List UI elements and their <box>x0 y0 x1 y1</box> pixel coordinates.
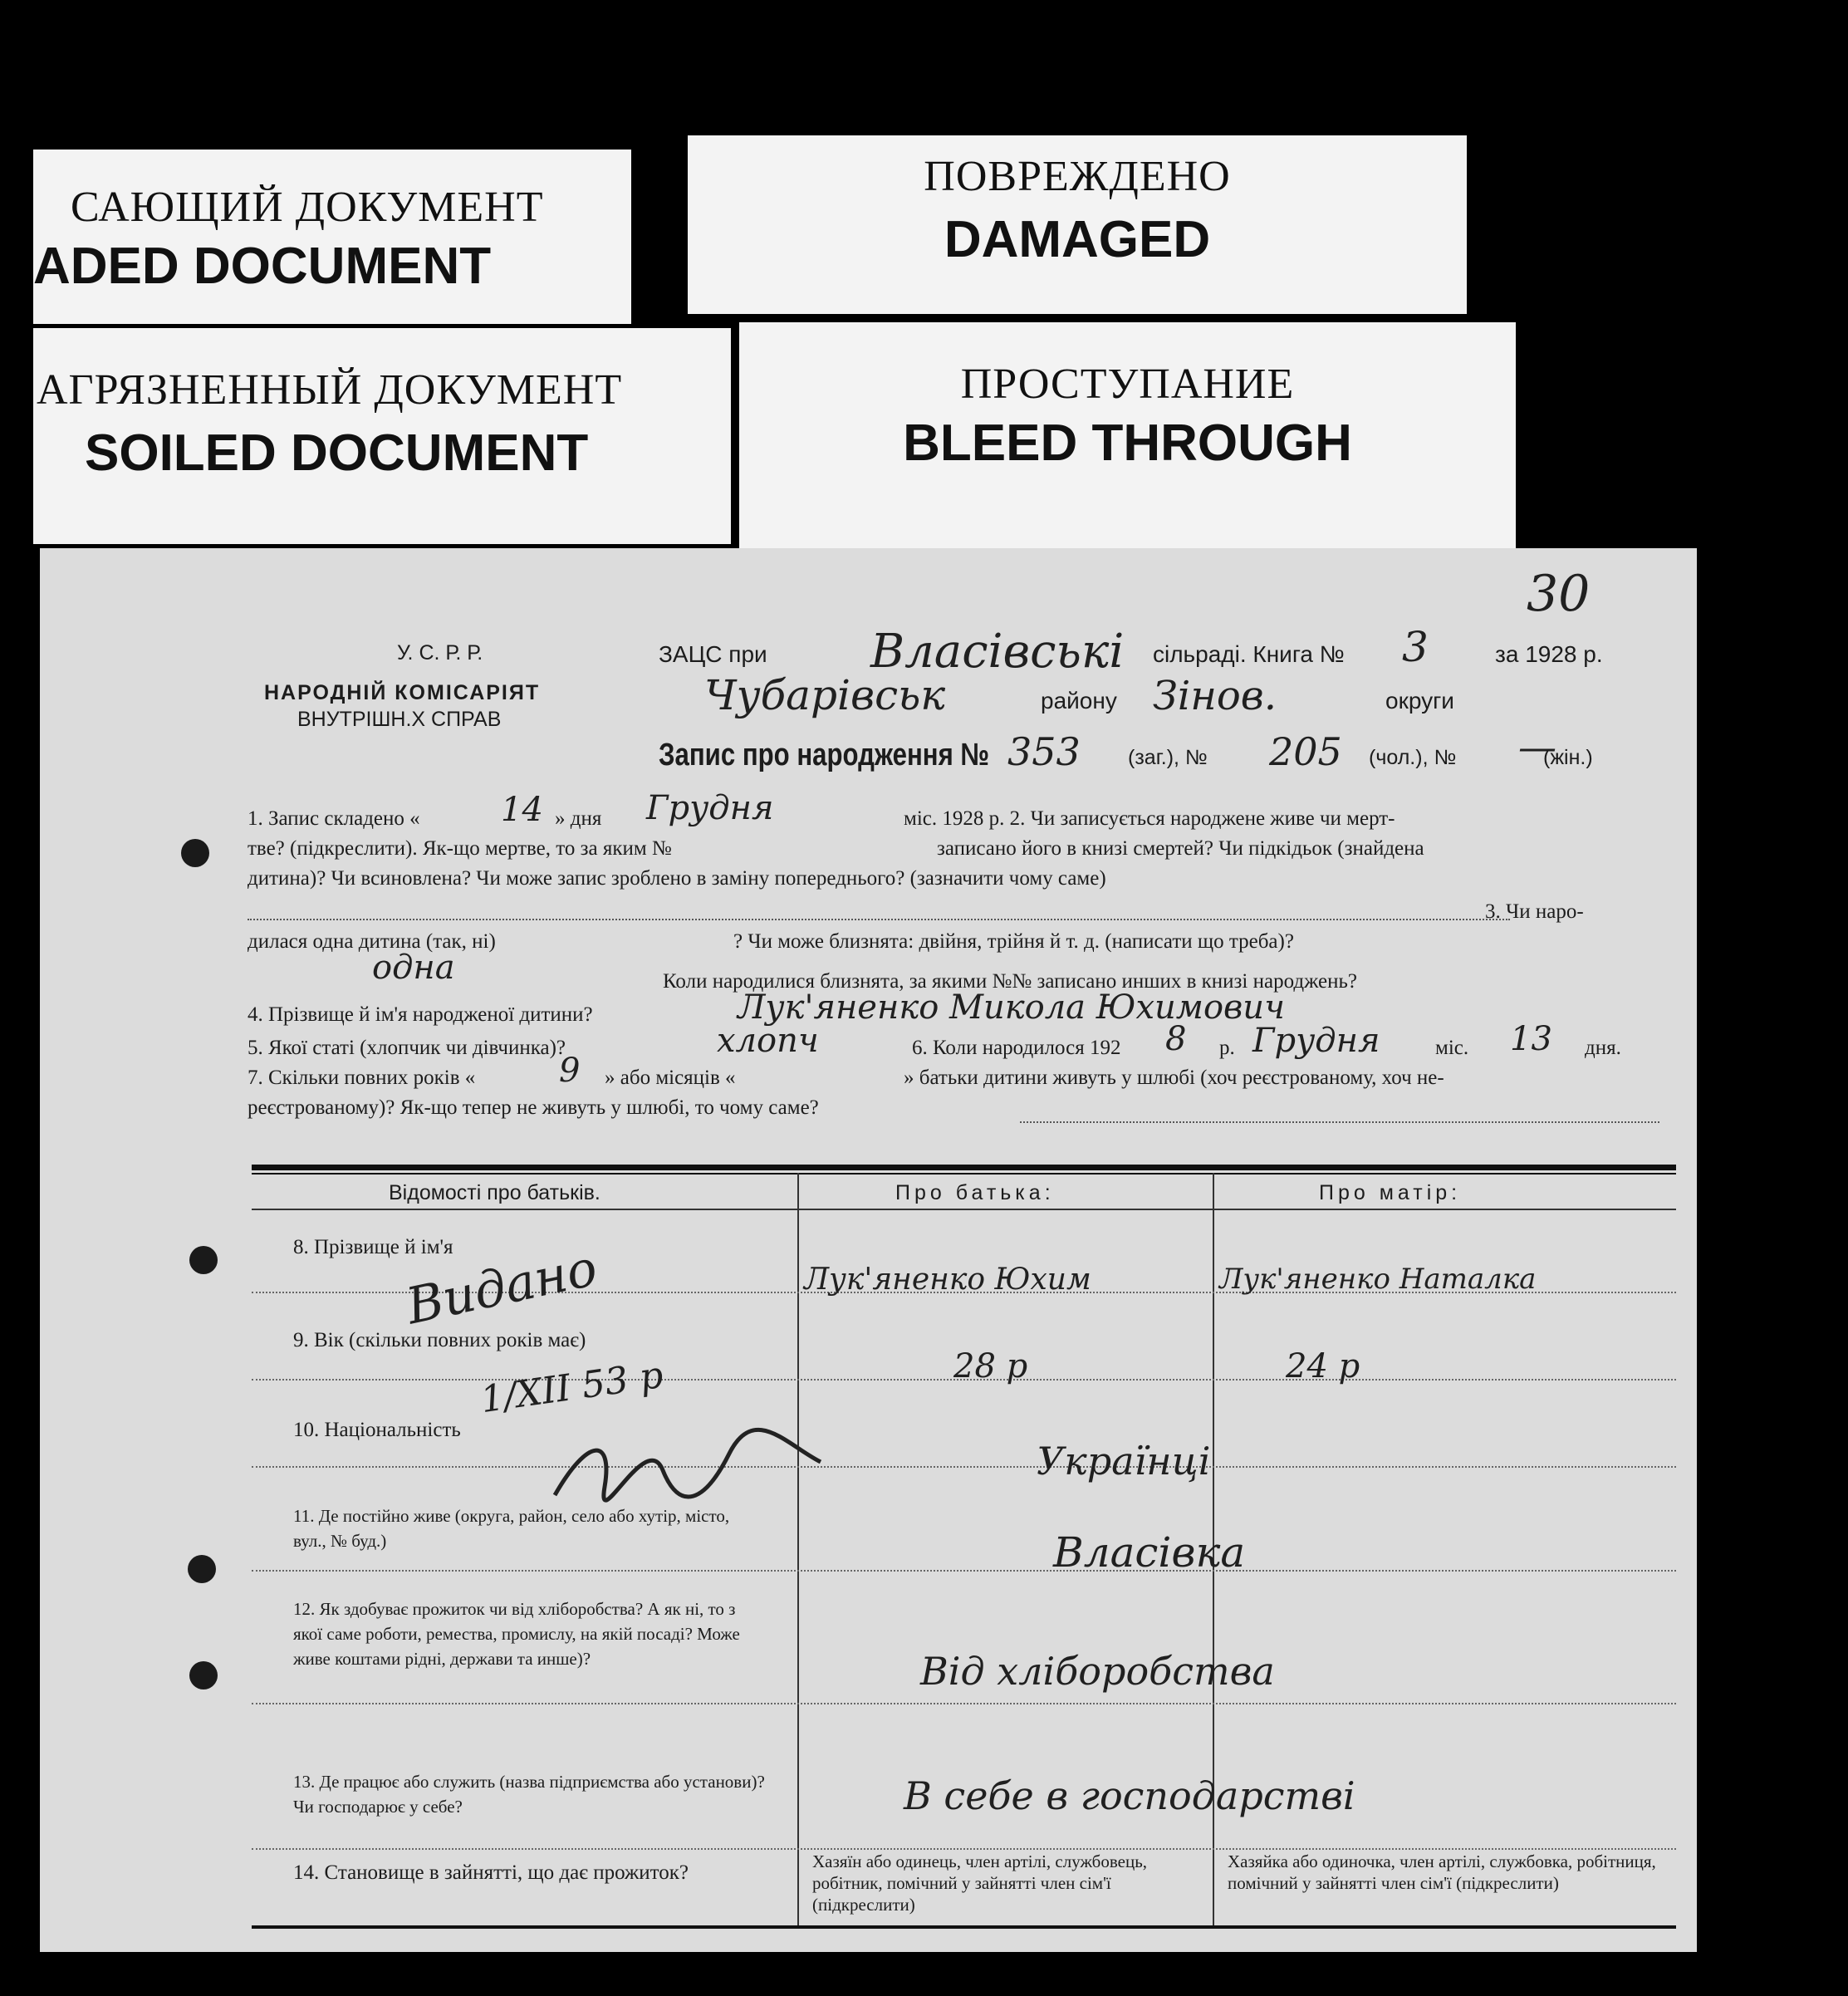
line-1a: 1. Запис складено « <box>248 807 420 830</box>
nationality: Українці <box>1037 1439 1211 1484</box>
row-divider <box>252 1848 1676 1850</box>
line-8b: 6. Коли народилося 192 <box>912 1037 1121 1059</box>
issued-note: Видано <box>401 1238 602 1336</box>
book-number: 3 <box>1402 623 1429 671</box>
punch-hole <box>188 1555 216 1583</box>
line-6: Коли народилися близнята, за якими №№ записано инших в книзі народжень? <box>663 970 1358 993</box>
damaged-label-ru: ПОВРЕЖДЕНО <box>924 153 1231 200</box>
zags-village: Власівські <box>870 625 1125 679</box>
birth-year-digit: 8 <box>1165 1020 1187 1058</box>
mother-name: Лук'яненко Наталка <box>1219 1263 1537 1296</box>
degraded-label-ru: САЮЩИЙ ДОКУМЕНТ <box>71 184 544 231</box>
col-header-parents: Відомості про батьків. <box>389 1181 600 1204</box>
record-day: 14 <box>501 791 543 829</box>
line-8c: р. <box>1219 1037 1235 1059</box>
single-child: одна <box>372 949 455 987</box>
column-divider <box>797 1173 799 1929</box>
residence: Власівка <box>1053 1528 1246 1577</box>
child-name: Лук'яненко Микола Юхимович <box>738 988 1285 1027</box>
row-question: 11. Де постійно живе (округа, район, село або хутір, місто, вул., № буд.) <box>293 1506 730 1551</box>
commissariat-line-2: ВНУТРІШН.Х СПРАВ <box>297 708 502 731</box>
row-question: 14. Становище в зайнятті, що дає прожиток? <box>293 1861 689 1884</box>
record-number-total-label: (заг.), № <box>1128 746 1208 769</box>
district-label: району <box>1041 688 1117 714</box>
selrada-label: сільраді. Книга № <box>1153 641 1345 667</box>
livelihood: Від хліборобства <box>920 1649 1275 1694</box>
commissariat-line-1: НАРОДНІЙ КОМІСАРІЯТ <box>264 681 541 704</box>
mother-occupation-status: Хазяйка або одиночка, член артілі, службовка, робітниця, помічний у зайнятті член сім'ї (підкреслити) <box>1228 1851 1656 1893</box>
record-title: Запис про народження № <box>659 738 990 772</box>
record-number-total: 353 <box>1007 729 1081 774</box>
record-number-male-label: (чол.), № <box>1369 746 1457 769</box>
table-header-rule <box>252 1173 1676 1175</box>
mother-age: 24 р <box>1286 1347 1360 1385</box>
row-question: 13. Де працює або служить (назва підприємства або установи)? Чи господарює у себе? <box>293 1772 765 1817</box>
row-divider <box>252 1570 1676 1572</box>
dotted-line <box>248 919 1510 920</box>
bleed-label-en: BLEED THROUGH <box>903 414 1352 472</box>
damaged-label-en: DAMAGED <box>944 211 1211 268</box>
damaged-label-card <box>688 135 1467 314</box>
line-9b: » або місяців « <box>605 1067 736 1089</box>
zags-prefix: ЗАЦС при <box>659 641 767 667</box>
okrug-value: Зінов. <box>1153 673 1277 719</box>
punch-hole <box>181 839 209 867</box>
bleed-label-card <box>739 322 1516 555</box>
line-9a: 7. Скільки повних років « <box>248 1067 476 1089</box>
line-8d: міс. <box>1435 1037 1469 1059</box>
line-9c: » батьки дитини живуть у шлюбі (хоч реєстрованому, хоч не- <box>904 1067 1444 1089</box>
punch-hole <box>189 1661 218 1689</box>
soiled-label-en: SOILED DOCUMENT <box>85 424 589 482</box>
row-question: 8. Прізвище й ім'я <box>293 1236 453 1258</box>
degraded-label-card <box>33 150 631 324</box>
row-question: 12. Як здобуває прожиток чи від хліборобства? А як ні, то з якої саме роботи, ремества, промислу, на якій посаді? Може живе коштами рідні, держави та инше)? <box>293 1599 740 1669</box>
header-divider <box>252 1209 1676 1210</box>
row-divider <box>252 1466 1676 1468</box>
birth-day: 13 <box>1510 1020 1552 1058</box>
record-number-female-label: (жін.) <box>1543 746 1593 769</box>
district-value: Чубарівськ <box>704 671 946 719</box>
line-5a: дилася одна дитина (так, ні) <box>248 930 496 953</box>
archive-page-number: 30 <box>1527 565 1591 623</box>
soiled-label-card <box>33 328 731 544</box>
father-age: 28 р <box>953 1347 1028 1385</box>
okrug-label: округи <box>1385 688 1454 714</box>
table-bottom-rule <box>252 1925 1676 1929</box>
line-2b: записано його в книзі смертей? Чи підкідьок (знайдена <box>937 837 1424 860</box>
year-label: за 1928 р. <box>1495 641 1603 667</box>
record-number-female: — <box>1518 724 1556 769</box>
issued-date: 1/XII 53 р <box>478 1353 666 1422</box>
line-2a: тве? (підкреслити). Як-що мертве, то за яким № <box>248 837 672 860</box>
line-8e: дня. <box>1585 1037 1621 1059</box>
father-name: Лук'яненко Юхим <box>804 1263 1091 1297</box>
line-4: 3. Чи наро- <box>1485 900 1584 923</box>
child-sex: хлопч <box>717 1022 819 1060</box>
dotted-line <box>1020 1121 1659 1123</box>
table-top-rule <box>252 1165 1676 1170</box>
soiled-label-ru: АГРЯЗНЕННЫЙ ДОКУМЕНТ <box>37 366 623 414</box>
row-question: 10. Національність <box>293 1419 461 1441</box>
record-month: Грудня <box>646 789 774 827</box>
birth-record-form <box>40 548 1697 1952</box>
line-10: реєстрованому)? Як-що тепер не живуть у шлюбі, то чому саме? <box>248 1096 819 1119</box>
signature <box>538 1420 837 1520</box>
record-number-male: 205 <box>1269 729 1342 774</box>
line-8a: 5. Якої статі (хлопчик чи дівчинка)? <box>248 1037 566 1059</box>
years-married: 9 <box>559 1052 581 1090</box>
degraded-label-en: ADED DOCUMENT <box>33 238 492 295</box>
col-header-mother: Про матір: <box>1319 1181 1462 1204</box>
row-question: 9. Вік (скільки повних років має) <box>293 1329 586 1351</box>
line-3: дитина)? Чи всиновлена? Чи може запис зроблено в заміну попереднього? (зазначити чому саме) <box>248 867 1106 890</box>
line-1c: міс. 1928 р. 2. Чи записується народжене живе чи мерт- <box>904 807 1395 830</box>
line-7: 4. Прізвище й ім'я народженої дитини? <box>248 1003 593 1026</box>
row-divider <box>252 1703 1676 1704</box>
bleed-label-ru: ПРОСТУПАНИЕ <box>960 360 1295 408</box>
col-header-father: Про батька: <box>895 1181 1055 1204</box>
workplace: В себе в господарстві <box>904 1773 1355 1818</box>
father-occupation-status: Хазяїн або одинець, член артілі, службовець, робітник, помічний у зайнятті член сім'ї (підкреслити) <box>812 1851 1148 1915</box>
line-1b: » дня <box>555 807 602 830</box>
ussr-header: У. С. Р. Р. <box>397 641 483 665</box>
line-5b: ? Чи може близнята: двійня, трійня й т. д. (написати що треба)? <box>733 930 1294 953</box>
birth-month: Грудня <box>1252 1022 1380 1060</box>
punch-hole <box>189 1246 218 1274</box>
